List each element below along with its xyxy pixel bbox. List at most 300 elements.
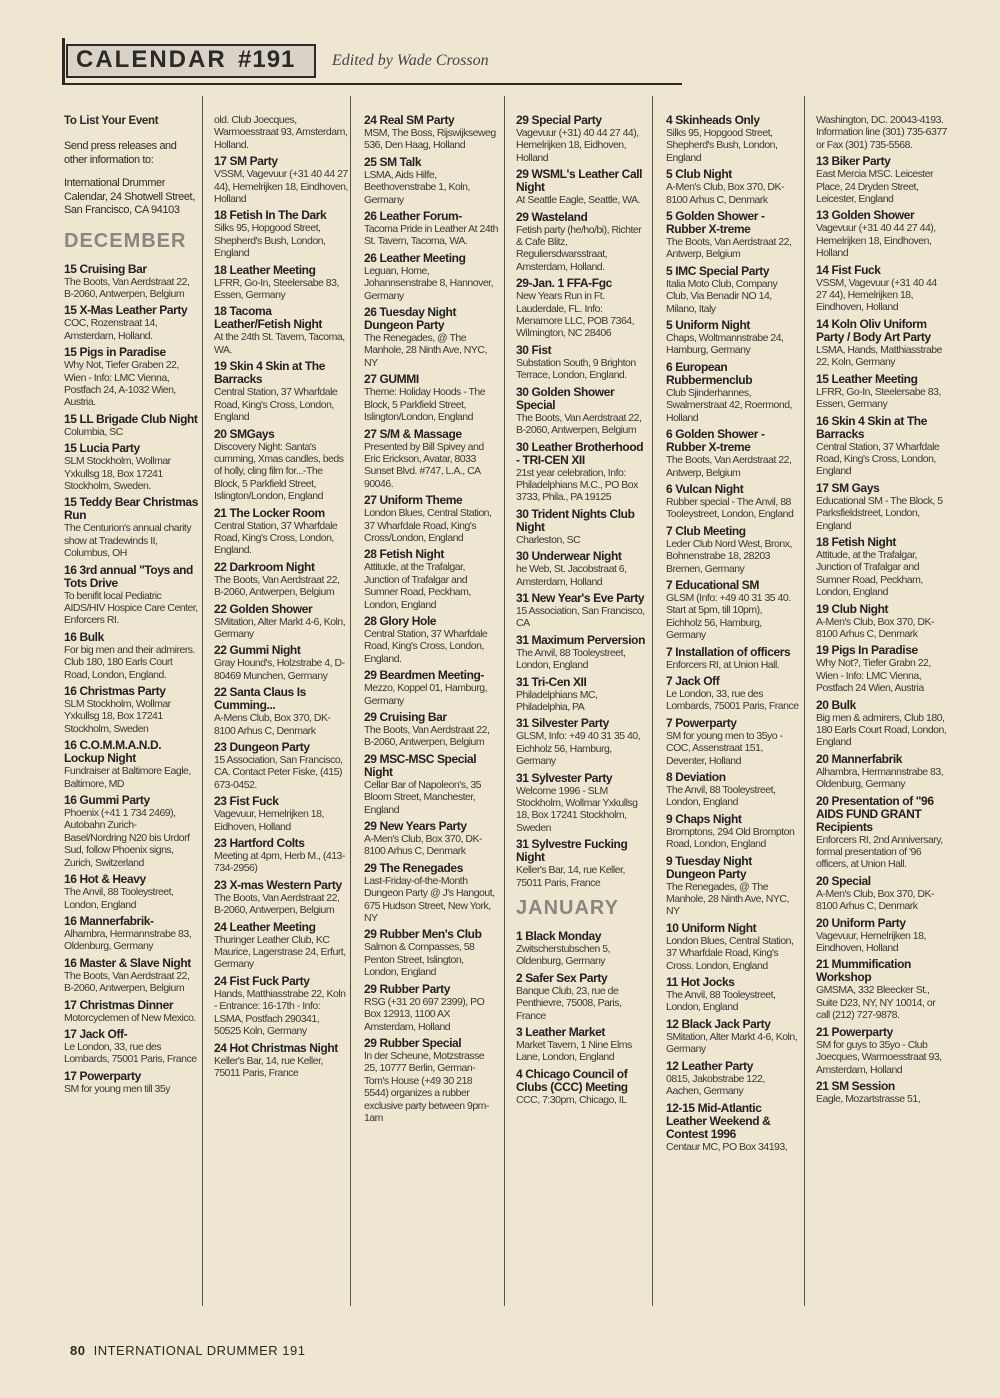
event-item [364,928,498,978]
event-item [516,211,648,274]
event-title: 20 Special [816,873,871,888]
event-title: 29-Jan. 1 FFA-Fgc [516,276,612,291]
event-details: SMitation, Alter Markt 4-6, Koln, Germany [214,615,346,640]
event-details: At the 24th St. Tavern, Tacoma, WA. [214,331,345,356]
event-details: Discovery Night: Santa's cumming, Xmas candles, beds of holly, cling film for...-The Block, 5 Parkfield Street, Islington/London, England [214,440,344,503]
event-item [666,168,800,206]
event-details: Welcome 1996 - SLM Stockholm, Wollmar Yxkullsg 18, Box 17241 Stockholm, Sweden [516,784,638,834]
event-details: Cellar Bar of Napoleon's, 35 Bloom Street, Manchester, England [364,778,481,816]
event-details: The Centurion's annual charity show at Tradewinds II, Columbus, OH [64,522,192,560]
event-list [666,114,800,1153]
event-details: The Anvil, 88 Tooleystreet, London, England [666,989,776,1014]
event-details: Bromptons, 294 Old Brompton Road, London, England [666,825,795,851]
event-title: 18 Leather Meeting [214,262,316,277]
event-details: SLM Stockholm, Wollmar Yxkullsg 18, Box 17241 Stockholm, Sweden. [64,455,171,492]
event-item [666,771,800,809]
event-title: 27 Uniform Theme [364,493,463,508]
event-title: 15 X-Mas Leather Party [64,303,188,318]
event-details: Phoenix (+41 1 734 2469), Autobahn Zurich-Basel/Nordring N20 bis Urdorf Sud, follow Phoenix signs, Zurich, Switzerland [64,807,190,869]
event-details: 0815, Jakobstrabe 122, Aachen, Germany [666,1072,765,1098]
event-details: The Boots, Van Aerdstraat 22, B-2060, Antwerpen, Belgium [364,724,490,749]
event-details: The Anvil, 88 Tooleystreet, London, England [666,784,776,809]
event-item [516,930,648,968]
event-list [816,114,948,1105]
event-item [364,428,498,491]
event-item [364,983,498,1033]
event-title: 4 Skinheads Only [666,114,760,127]
event-item [64,1028,198,1066]
event-item [816,264,948,314]
event-details: Gray Hound's, Holzstrabe 4, D-80469 Munchen, Germany [214,657,345,682]
event-title: 23 Dungeon Party [214,740,310,754]
event-title: 5 Club Night [666,167,732,182]
event-details: Why Not?, Tiefer Grabn 22, Wien - Info: LMC Vienna, Postfach 24 Wien, Austria [816,657,931,695]
event-details: Thuringer Leather Club, KC Maurice, Lagerstrase 24, Erfurt, Germany [214,933,346,971]
event-details: Silks 95, Hopgood Street, Shepherd's Bush, London, England [214,222,326,260]
event-item [64,304,198,342]
event-item [214,837,348,875]
event-item [214,741,348,791]
event-details: RSG (+31 20 697 2399), PO Box 12913, 1100 AX Amsterdam, Holland [364,995,485,1033]
event-details: Attitude, at the Trafalgar, Junction of Trafalgar and Sumner Road, Peckham, London, England [816,548,923,599]
event-item [666,428,800,479]
event-title: 29 MSC-MSC Special Night [364,751,477,779]
event-item [516,550,648,588]
event-details: To benifit local Pediatric AIDS/HIV Hospice Care Center, Enforcers RI. [64,589,198,627]
event-item [666,579,800,642]
event-details: The Boots, Van Aerdstraat 22, B-2060, Antwerpen, Belgium [214,573,340,599]
event-title: 7 Educational SM [666,577,759,592]
event-item [364,669,498,707]
event-item [214,795,348,833]
event-details: For big men and their admirers. Club 180, 180 Earls Court Road, London, England. [64,643,195,681]
event-title: 29 Special Party [516,114,602,127]
event-item [364,494,498,544]
event-item [516,277,648,340]
event-item [64,631,198,681]
event-item [666,265,800,315]
event-item [64,1070,198,1095]
page-number: 80 [70,1343,86,1358]
event-item [516,168,648,206]
event-details: Keller's Bar, 14, rue Keller, 75011 Paris, France [214,1054,323,1079]
event-details: VSSM, Vagevuur (+31 40 44 27 44), Hemelrijken 18, Eindhoven, Holland [214,168,348,206]
event-details: Chaps, Woltmannstrabe 24, Hamburg, Germany [666,332,784,357]
event-title: 1 Black Monday [516,929,602,944]
event-item [214,155,348,205]
event-title: 7 Club Meeting [666,523,746,538]
event-title: 7 Powerparty [666,715,737,730]
event-title: 19 Club Night [816,601,889,616]
event-item [816,644,948,694]
event-details: CCC, 7:30pm, Chicago, IL [516,1093,627,1106]
event-item [214,507,348,557]
event-title: 12 Leather Party [666,1058,753,1073]
publication-name: INTERNATIONAL DRUMMER 191 [93,1343,306,1358]
event-item [364,711,498,749]
event-list [364,114,498,1124]
event-details: Le London, 33, rue des Lombards, 75001 Paris, France [64,1040,197,1066]
column-1 [64,114,198,1310]
event-title: 31 Tri-Cen XII [516,674,587,689]
event-title: 21 SM Session [816,1078,895,1093]
event-title: 24 Hot Christmas Night [214,1040,338,1055]
event-details: Hands, Matthiasstrabe 22, Koln - Entrance: 16-17th - Info: LSMA, Postfach 290341, 50525 Koln, Germany [214,987,346,1038]
event-details: Banque Club, 23, rue de Penthievre, 75008, Paris, France [516,984,622,1022]
event-title: 15 Lucia Party [64,441,140,456]
event-title: 22 Gummi Night [214,643,301,658]
event-item [214,975,348,1038]
event-details: Why Not, Tiefer Graben 22, Wien - Info: LMC Vienna, Postfach 24, A-1032 Wien, Austria. [64,359,179,409]
column-divider [804,96,805,1306]
event-title: 3 Leather Market [516,1025,605,1040]
event-item [666,675,800,713]
event-details: Salmon & Compasses, 58 Penton Street, Islington, London, England [364,941,475,979]
event-title: 13 Golden Shower [816,208,915,223]
event-details: The Boots, Van Aerdstraat 22, B-2060, Antwerpen, Belgium [64,275,190,300]
event-title: 7 Installation of officers [666,644,791,659]
event-title: 16 C.O.M.M.A.N.D. Lockup Night [64,738,162,766]
event-details: Central Station, 37 Wharfdale Road, King's Cross, London, England. [214,519,338,557]
event-item [516,114,648,164]
event-item [666,361,800,424]
event-details: A-Men's Club, Box 370, DK-8100 Arhus C, Denmark [816,887,934,913]
event-title: 17 Christmas Dinner [64,997,174,1012]
event-title: 21 The Locker Room [214,505,325,520]
event-details: LSMA, Hands, Matthiasstrabe 22, Koln, Germany [816,343,942,369]
event-item [364,306,498,369]
event-item [516,717,648,767]
event-item [516,508,648,546]
event-item [364,548,498,611]
event-details: Market Tavern, 1 Nine Elms Lane, London, England [516,1039,632,1064]
column-divider [652,96,653,1306]
event-item [816,415,948,478]
event-details: SMitation, Alter Markt 4-6, Koln, Germany [666,1030,798,1056]
event-item [666,1018,800,1056]
event-title: 16 Hot & Heavy [64,872,146,887]
event-item [516,772,648,835]
event-details: East Mercia MSC. Leicester Place, 24 Dryden Street, Leicester, England [816,168,934,206]
event-item [666,855,800,918]
event-title: 29 Wasteland [516,209,588,224]
event-list [64,263,198,1096]
event-title: 19 Skin 4 Skin at The Barracks [214,359,325,387]
page-footer [70,1343,305,1358]
event-title: 20 SMGays [214,426,275,441]
event-title: 20 Bulk [816,697,856,712]
event-title: 26 Leather Forum- [364,209,462,224]
event-details: The Boots, Van Aerdstraat 22, Antwerp, Belgium [666,236,792,261]
event-title: 6 Golden Shower - Rubber X-treme [666,427,765,455]
event-item [64,496,198,559]
listing-instructions: Send press releases and other information to: [64,140,177,166]
event-title: 20 Presentation of "96 AIDS FUND GRANT Recipients [816,793,934,834]
column-6 [816,114,948,1310]
event-item [516,441,648,504]
event-details: Vagevuur (+31 40 44 27 44), Hemelrijken 18, Eindhoven, Holland [816,222,936,260]
event-list [516,930,648,1106]
event-details: Central Station, 37 Wharfdale Road, King's Cross, London, England [214,386,338,424]
event-details: Le London, 33, rue des Lombards, 75001 Paris, France [666,687,799,713]
event-item [816,958,948,1021]
event-item [666,210,800,261]
column-divider [202,96,203,1306]
event-title: 29 Cruising Bar [364,710,447,724]
event-item [364,373,498,423]
event-title: 15 Cruising Bar [64,261,147,276]
event-title: 19 Pigs In Paradise [816,643,918,658]
event-item [816,795,948,871]
event-title: 31 Sylvester Party [516,770,613,785]
editor-credit: Edited by Wade Crosson [332,52,489,69]
event-title: 27 GUMMI [364,372,419,387]
event-title: 15 Pigs in Paradise [64,345,166,360]
event-details: Alhambra, Hermannstrabe 83, Oldenburg, Germany [816,765,944,791]
event-details: London Blues, Central Station, 37 Wharfdale Road, King's Cross. London, England [666,934,794,972]
event-title: 28 Fetish Night [364,547,445,562]
event-item [666,646,800,671]
event-details: Enforcers RI, at Union Hall. [666,658,780,671]
event-item [364,862,498,925]
event-details: Presented by Bill Spivey and Eric Erickson, Avatar, 8033 Sunset Blvd. #747, L.A., CA 90046. [364,440,484,490]
event-title: 16 Bulk [64,629,104,644]
event-title: 24 Real SM Party [364,114,455,127]
event-details: LFRR, Go-In, Steelersabe 83, Essen, Germany [816,385,941,411]
event-item [214,644,348,682]
event-item [516,838,648,889]
event-title: 22 Santa Claus Is Cumming... [214,685,306,713]
event-title: 30 Leather Brotherhood - TRI-CEN XII [516,439,644,467]
event-item [364,156,498,206]
event-item [666,114,800,164]
event-item [64,564,198,627]
event-title: 20 Uniform Party [816,915,906,930]
event-details: Motorcyclemen of New Mexico. [64,1011,196,1024]
event-item [214,879,348,917]
event-title: 30 Trident Nights Club Night [516,506,635,534]
event-title: 18 Tacoma Leather/Fetish Night [214,304,323,332]
event-details: GMSMA, 332 Bleecker St., Suite D23, NY, NY 10014, or call (212) 727-9878. [816,984,936,1022]
event-title: 11 Hot Jocks [666,975,735,990]
event-item [816,155,948,205]
event-details: Fetish party (he/ho/bi), Richter & Cafe Blitz, Reguliersdwarsstraat, Amsterdam, Holland. [516,223,642,273]
event-title: 7 Jack Off [666,673,720,688]
event-item [816,536,948,599]
event-item [816,1080,948,1105]
event-details: Rubber special - The Anvil, 88 Tooleystreet, London, England [666,495,794,521]
event-title: 28 Glory Hole [364,613,437,628]
event-title: 8 Deviation [666,770,726,784]
event-details: Eagle, Mozartstrasse 51, [816,1092,921,1105]
event-title: 16 Gummi Party [64,793,150,808]
event-item [816,318,948,369]
event-title: 22 Darkroom Night [214,559,315,574]
event-details: Last-Friday-of-the-Month Dungeon Party @ J's Hangout, 675 Hudson Street, New York, NY [364,874,495,925]
event-title: 9 Tuesday Night Dungeon Party [666,853,752,881]
event-title: 29 Rubber Party [364,981,451,996]
month-heading-december: DECEMBER [64,229,187,252]
event-details: The Boots, Van Aerdstraat 22, B-2060, Antwerpen, Belgium [516,411,642,437]
event-title: 31 Sylvestre Fucking Night [516,837,628,865]
event-item [364,1037,498,1124]
event-title: 29 The Renegades [364,860,463,875]
event-title: 5 Uniform Night [666,318,750,333]
event-details: The Renegades, @ The Manhole, 28 Ninth Ave, NYC, NY [364,332,487,369]
event-details: A-Men's Club, Box 370, DK-8100 Arhus C, Denmark [816,615,934,640]
event-item [64,915,198,953]
event-details: LSMA, Aids Hilfe, Beethovenstrabe 1, Koln, Germany [364,168,470,206]
event-item [214,686,348,737]
event-title: 16 3rd annual "Toys and Tots Drive [64,562,193,590]
event-details: Columbia, SC [64,425,123,438]
event-title: 12 Black Jack Party [666,1016,771,1031]
event-list [516,114,648,889]
event-item [816,209,948,259]
event-item [516,676,648,714]
event-item [666,319,800,357]
event-title: 17 SM Gays [816,480,880,495]
event-item [816,699,948,749]
event-item [364,820,498,858]
event-item [516,972,648,1022]
event-item [364,114,498,152]
event-details: 15 Association, San Francisco, CA. Contact Peter Fiske, (415) 673-0452. [214,754,343,791]
event-item [816,482,948,532]
event-item [214,428,348,503]
event-item [816,875,948,913]
event-details: GLSM, Info: +49 40 31 35 40, Eichholz 56, Hamburg, Germany [516,730,641,768]
column-divider [504,96,505,1306]
event-title: 26 Tuesday Night Dungeon Party [364,305,457,333]
header-rule-vertical [62,38,65,84]
event-item [516,634,648,672]
event-details: 21st year celebration, Info: Philadelphians M.C., PO Box 3733, Phila., PA 19125 [516,466,638,504]
event-details: he Web, St. Jacobstraat 6, Amsterdam, Holland [516,563,627,588]
event-title: 27 S/M & Massage [364,426,462,441]
column-5 [666,114,800,1310]
event-title: 21 Powerparty [816,1024,893,1039]
event-title: 16 Master & Slave Night [64,955,191,970]
event-details: Leder Club Nord West, Bronx, Bohnenstrabe 18, 28203 Bremen, Germany [666,537,792,575]
event-title: 31 Silvester Party [516,716,609,731]
event-list [214,114,348,1079]
event-item [666,922,800,972]
event-item [64,685,198,735]
event-details: old. Club Joecques, Warmoesstraat 93, Amsterdam, Holland. [214,114,348,151]
event-item [666,813,800,851]
event-item [214,921,348,971]
event-title: 6 Vulcan Night [666,481,744,496]
event-title: 24 Fist Fuck Party [214,973,310,988]
event-details: GLSM (Info: +49 40 31 35 40. Start at 5pm, till 10pm), Eichholz 56, Hamburg, Germany [666,591,791,642]
event-details: The Boots, Van Aerdstraat 22, B-2060, Antwerpen, Belgium [214,891,340,917]
event-title: 16 Christmas Party [64,684,166,699]
event-item [666,1102,800,1153]
event-details: VSSM, Vagevuur (+31 40 44 27 44), Hemelrijken 18, Eindhoven, Holland [816,276,937,314]
event-title: 16 Mannerfabrik- [64,913,154,928]
event-details: Tacoma Pride in Leather At 24th St. Tavern, Tacoma, WA. [364,223,498,248]
event-details: Meeting at 4pm, Herb M., (413-734-2956) [214,850,345,875]
event-item [214,360,348,423]
page-title: CALENDAR [76,46,227,73]
event-title: 10 Uniform Night [666,920,757,935]
event-details: Alhambra, Hermannstrabe 83, Oldenburg, Germany [64,927,192,953]
calendar-header [62,38,682,86]
event-title: 16 Skin 4 Skin at The Barracks [816,413,927,441]
event-details: The Renegades, @ The Manhole, 28 Ninth Ave, NYC, NY [666,880,789,918]
event-details: Big men & admirers, Club 180, 180 Earls Court Road, London, England [816,711,947,749]
event-item [64,442,198,492]
event-item [64,957,198,995]
event-item [214,209,348,259]
event-item [214,305,348,356]
event-title: 29 New Years Party [364,819,467,834]
event-item [666,1060,800,1098]
event-title: 2 Safer Sex Party [516,970,608,985]
event-title: 17 Powerparty [64,1068,141,1083]
event-details: Central Station, 37 Wharfdale Road, King's Cross, London, England [816,440,940,478]
event-details: Educational SM - The Block, 5 Parksfieldstreet, London, England [816,494,943,532]
listing-address: International Drummer Calendar, 24 Shotwell Street, San Francisco, CA 94103 [64,177,195,216]
event-details: Silks 95, Hopgood Street, Shepherd's Bush, London, England [666,127,778,164]
event-item [816,753,948,791]
month-heading-january: JANUARY [516,897,619,920]
event-title: 12-15 Mid-Atlantic Leather Weekend & Contest 1996 [666,1100,771,1141]
event-details: LFRR, Go-In, Steelersabe 83, Essen, Germany [214,276,339,302]
event-title: 29 Rubber Men's Club [364,927,482,942]
event-details: Vagevuur (+31) 40 44 27 44), Hemelrijken 18, Eidhoven, Holland [516,127,639,164]
event-item [666,717,800,767]
event-title: 5 IMC Special Party [666,263,770,278]
event-details: Club Sjinderhannes, Swalmerstraat 42, Roermond, Holland [666,386,792,424]
event-item [64,346,198,409]
event-item [666,483,800,521]
event-item [364,210,498,248]
event-details: SM for guys to 35yo - Club Joecques, Warmoesstraat 93, Amsterdam, Holland [816,1038,942,1076]
event-title: 23 Fist Fuck [214,794,279,809]
event-title: 24 Leather Meeting [214,919,316,934]
column-3 [364,114,498,1310]
event-title: 31 New Year's Eve Party [516,590,645,605]
event-details: A-Men's Club, Box 370, DK-8100 Arhus C, Denmark [666,181,784,206]
event-title: 25 SM Talk [364,154,422,169]
event-details: In der Scheune, Motzstrasse 25, 10777 Berlin, German-Tom's House (+49 30 218 5544) organizes a rubber exclusive party between 9pm-1am [364,1049,489,1124]
event-details: The Boots, Van Aerdstraat 22, B-2060, Antwerpen, Belgium [64,969,190,995]
event-item [364,753,498,816]
event-details: New Years Run in Ft. Lauderdale, FL. Info: Menamore LLC, POB 7364, Wilmington, NC 28406 [516,290,635,340]
event-item [364,615,498,665]
event-item [516,344,648,382]
event-item [364,252,498,302]
event-item [666,976,800,1014]
header-rule-horizontal [62,83,682,85]
event-title: 14 Fist Fuck [816,262,881,277]
event-title: 30 Fist [516,342,552,357]
event-item [64,413,198,438]
event-details: SM for young men to 35yo - COC, Assenstraat 151, Deventer, Holland [666,729,783,767]
event-item [816,917,948,955]
event-title: 17 Jack Off- [64,1026,128,1041]
event-item [816,603,948,641]
event-details: Enforcers RI, 2nd Anniversary, formal presentation of '96 officers, at Union Hall. [816,833,943,871]
event-title: 30 Underwear Night [516,549,622,564]
event-details: Keller's Bar, 14, rue Keller, 75011 Paris, France [516,864,625,889]
event-details: The Boots, Van Aerdstraat 22, Antwerp, Belgium [666,454,792,479]
event-item [516,592,648,630]
listing-heading: To List Your Event [64,115,159,127]
event-title: 17 SM Party [214,154,278,169]
